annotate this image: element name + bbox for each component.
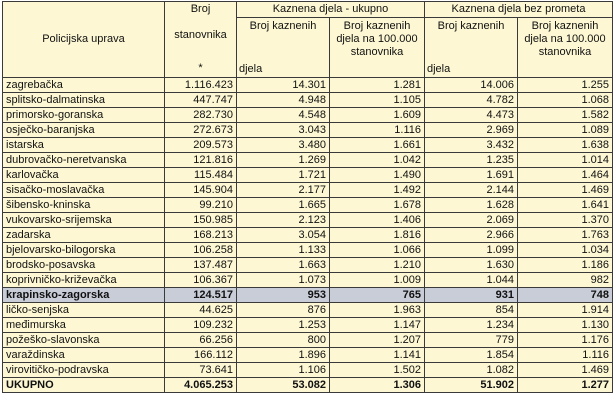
- cell-no-traffic-rate: 1.638: [518, 138, 613, 153]
- cell-population: 145.904: [165, 183, 237, 198]
- cell-total-count: 2.123: [237, 213, 330, 228]
- cell-total-rate: 1.210: [330, 258, 425, 273]
- cell-district: koprivničko-križevačka: [3, 273, 165, 288]
- cell-total-count: 1.269: [237, 153, 330, 168]
- cell-population: 66.256: [165, 333, 237, 348]
- cell-district: virovitičko-podravska: [3, 363, 165, 378]
- table-row: [3, 273, 613, 288]
- cell-no-traffic-rate: 1.582: [518, 108, 613, 123]
- cell-total-count: 1.073: [237, 273, 330, 288]
- cell-total-rate: 1.816: [330, 228, 425, 243]
- cell-no-traffic-count: 1.630: [425, 258, 518, 273]
- table-row: [3, 333, 613, 348]
- table-row: [3, 138, 613, 153]
- cell-district: UKUPNO: [3, 378, 165, 393]
- cell-population: 447.747: [165, 93, 237, 108]
- cell-total-count: 53.082: [237, 378, 330, 393]
- table-row: [3, 243, 613, 258]
- cell-district: karlovačka: [3, 168, 165, 183]
- cell-district: zagrebačka: [3, 78, 165, 93]
- crime-statistics-table: [2, 1, 613, 393]
- cell-district: zadarska: [3, 228, 165, 243]
- cell-no-traffic-rate: 1.641: [518, 198, 613, 213]
- cell-no-traffic-rate: 1.089: [518, 123, 613, 138]
- cell-population: 115.484: [165, 168, 237, 183]
- cell-district: brodsko-posavska: [3, 258, 165, 273]
- cell-total-count: 1.663: [237, 258, 330, 273]
- table-row: [3, 78, 613, 93]
- cell-district: krapinsko-zagorska: [3, 288, 165, 303]
- cell-district: dubrovačko-neretvanska: [3, 153, 165, 168]
- cell-no-traffic-count: 2.969: [425, 123, 518, 138]
- cell-no-traffic-rate: 1.914: [518, 303, 613, 318]
- header-population-line1: Broj: [190, 3, 211, 15]
- cell-district: primorsko-goranska: [3, 108, 165, 123]
- cell-no-traffic-rate: 1.469: [518, 363, 613, 378]
- cell-population: 106.258: [165, 243, 237, 258]
- cell-district: osječko-baranjska: [3, 123, 165, 138]
- cell-total-rate: 1.406: [330, 213, 425, 228]
- cell-total-count: 1.721: [237, 168, 330, 183]
- table-row: [3, 303, 613, 318]
- cell-district: požeško-slavonska: [3, 333, 165, 348]
- table-row: [3, 348, 613, 363]
- cell-population: 121.816: [165, 153, 237, 168]
- cell-no-traffic-rate: 1.176: [518, 333, 613, 348]
- cell-population: 106.367: [165, 273, 237, 288]
- cell-no-traffic-count: 931: [425, 288, 518, 303]
- cell-no-traffic-rate: 1.255: [518, 78, 613, 93]
- cell-total-rate: 1.042: [330, 153, 425, 168]
- cell-population: 168.213: [165, 228, 237, 243]
- header-district: Policijska uprava: [3, 2, 165, 78]
- total-row: [3, 378, 613, 393]
- cell-total-rate: 1.963: [330, 303, 425, 318]
- cell-no-traffic-rate: 1.130: [518, 318, 613, 333]
- cell-district: ličko-senjska: [3, 303, 165, 318]
- cell-no-traffic-count: 2.069: [425, 213, 518, 228]
- cell-no-traffic-count: 854: [425, 303, 518, 318]
- cell-no-traffic-count: 2.144: [425, 183, 518, 198]
- cell-no-traffic-rate: 1.763: [518, 228, 613, 243]
- header-population-line2: stanovnika: [174, 29, 227, 41]
- cell-no-traffic-rate: 982: [518, 273, 613, 288]
- cell-total-count: 1.665: [237, 198, 330, 213]
- cell-population: 282.730: [165, 108, 237, 123]
- cell-no-traffic-count: 1.235: [425, 153, 518, 168]
- cell-total-rate: 1.141: [330, 348, 425, 363]
- cell-district: istarska: [3, 138, 165, 153]
- table-row: [3, 198, 613, 213]
- cell-no-traffic-count: 1.628: [425, 198, 518, 213]
- table-row: [3, 108, 613, 123]
- cell-total-count: 800: [237, 333, 330, 348]
- cell-no-traffic-count: 51.902: [425, 378, 518, 393]
- cell-total-count: 1.896: [237, 348, 330, 363]
- header-population: [165, 2, 237, 78]
- header-population-mark: *: [198, 62, 203, 74]
- table-header: [3, 2, 613, 78]
- table-row: [3, 183, 613, 198]
- cell-no-traffic-rate: 1.116: [518, 348, 613, 363]
- cell-no-traffic-rate: 1.464: [518, 168, 613, 183]
- table-row: [3, 168, 613, 183]
- cell-no-traffic-rate: 1.034: [518, 243, 613, 258]
- header-nt-rate: Broj kaznenih djela na 100.000 stanovnika: [518, 18, 613, 78]
- cell-total-count: 1.133: [237, 243, 330, 258]
- cell-total-rate: 1.281: [330, 78, 425, 93]
- cell-no-traffic-rate: 748: [518, 288, 613, 303]
- cell-no-traffic-count: 1.099: [425, 243, 518, 258]
- table-row: [3, 213, 613, 228]
- cell-total-rate: 1.116: [330, 123, 425, 138]
- cell-no-traffic-count: 779: [425, 333, 518, 348]
- cell-population: 73.641: [165, 363, 237, 378]
- header-nt-count: Broj kaznenih djela: [425, 18, 518, 78]
- cell-total-rate: 765: [330, 288, 425, 303]
- cell-total-count: 14.301: [237, 78, 330, 93]
- cell-no-traffic-count: 1.044: [425, 273, 518, 288]
- cell-total-rate: 1.105: [330, 93, 425, 108]
- cell-population: 44.625: [165, 303, 237, 318]
- header-total-rate: Broj kaznenih djela na 100.000 stanovnika: [330, 18, 425, 78]
- cell-district: varaždinska: [3, 348, 165, 363]
- cell-population: 99.210: [165, 198, 237, 213]
- cell-population: 166.112: [165, 348, 237, 363]
- cell-no-traffic-count: 4.782: [425, 93, 518, 108]
- table-row: [3, 318, 613, 333]
- cell-population: 4.065.253: [165, 378, 237, 393]
- cell-district: šibensko-kninska: [3, 198, 165, 213]
- cell-no-traffic-count: 1.234: [425, 318, 518, 333]
- cell-no-traffic-count: 3.432: [425, 138, 518, 153]
- table-row: [3, 363, 613, 378]
- cell-district: splitsko-dalmatinska: [3, 93, 165, 108]
- cell-no-traffic-count: 1.854: [425, 348, 518, 363]
- cell-total-count: 3.043: [237, 123, 330, 138]
- cell-total-rate: 1.207: [330, 333, 425, 348]
- cell-total-rate: 1.661: [330, 138, 425, 153]
- cell-no-traffic-count: 14.006: [425, 78, 518, 93]
- cell-population: 272.673: [165, 123, 237, 138]
- cell-total-count: 3.054: [237, 228, 330, 243]
- table-body: [3, 78, 613, 393]
- table-row: [3, 123, 613, 138]
- cell-total-count: 1.106: [237, 363, 330, 378]
- cell-no-traffic-count: 1.082: [425, 363, 518, 378]
- table-row: [3, 153, 613, 168]
- cell-total-count: 4.548: [237, 108, 330, 123]
- cell-total-rate: 1.490: [330, 168, 425, 183]
- cell-total-count: 1.253: [237, 318, 330, 333]
- header-group-total: Kaznena djela - ukupno: [237, 2, 425, 18]
- cell-no-traffic-rate: 1.469: [518, 183, 613, 198]
- cell-population: 1.116.423: [165, 78, 237, 93]
- cell-total-rate: 1.502: [330, 363, 425, 378]
- cell-district: vukovarsko-srijemska: [3, 213, 165, 228]
- cell-district: bjelovarsko-bilogorska: [3, 243, 165, 258]
- cell-population: 124.517: [165, 288, 237, 303]
- cell-no-traffic-count: 2.966: [425, 228, 518, 243]
- cell-no-traffic-rate: 1.277: [518, 378, 613, 393]
- cell-no-traffic-rate: 1.014: [518, 153, 613, 168]
- table-row: [3, 228, 613, 243]
- cell-total-rate: 1.306: [330, 378, 425, 393]
- cell-total-rate: 1.492: [330, 183, 425, 198]
- cell-population: 137.487: [165, 258, 237, 273]
- header-total-count: Broj kaznenih djela: [237, 18, 330, 78]
- cell-total-rate: 1.678: [330, 198, 425, 213]
- cell-district: sisačko-moslavačka: [3, 183, 165, 198]
- cell-total-rate: 1.009: [330, 273, 425, 288]
- cell-total-count: 3.480: [237, 138, 330, 153]
- cell-total-count: 2.177: [237, 183, 330, 198]
- cell-population: 109.232: [165, 318, 237, 333]
- cell-no-traffic-rate: 1.186: [518, 258, 613, 273]
- cell-population: 150.985: [165, 213, 237, 228]
- cell-population: 209.573: [165, 138, 237, 153]
- cell-total-count: 4.948: [237, 93, 330, 108]
- cell-total-count: 953: [237, 288, 330, 303]
- table-row: [3, 93, 613, 108]
- table-row: [3, 288, 613, 303]
- cell-no-traffic-count: 1.691: [425, 168, 518, 183]
- cell-district: međimurska: [3, 318, 165, 333]
- cell-total-rate: 1.609: [330, 108, 425, 123]
- header-group-no-traffic: Kaznena djela bez prometa: [425, 2, 613, 18]
- cell-total-rate: 1.066: [330, 243, 425, 258]
- cell-no-traffic-count: 4.473: [425, 108, 518, 123]
- cell-no-traffic-rate: 1.068: [518, 93, 613, 108]
- table-row: [3, 258, 613, 273]
- cell-total-rate: 1.147: [330, 318, 425, 333]
- cell-no-traffic-rate: 1.370: [518, 213, 613, 228]
- cell-total-count: 876: [237, 303, 330, 318]
